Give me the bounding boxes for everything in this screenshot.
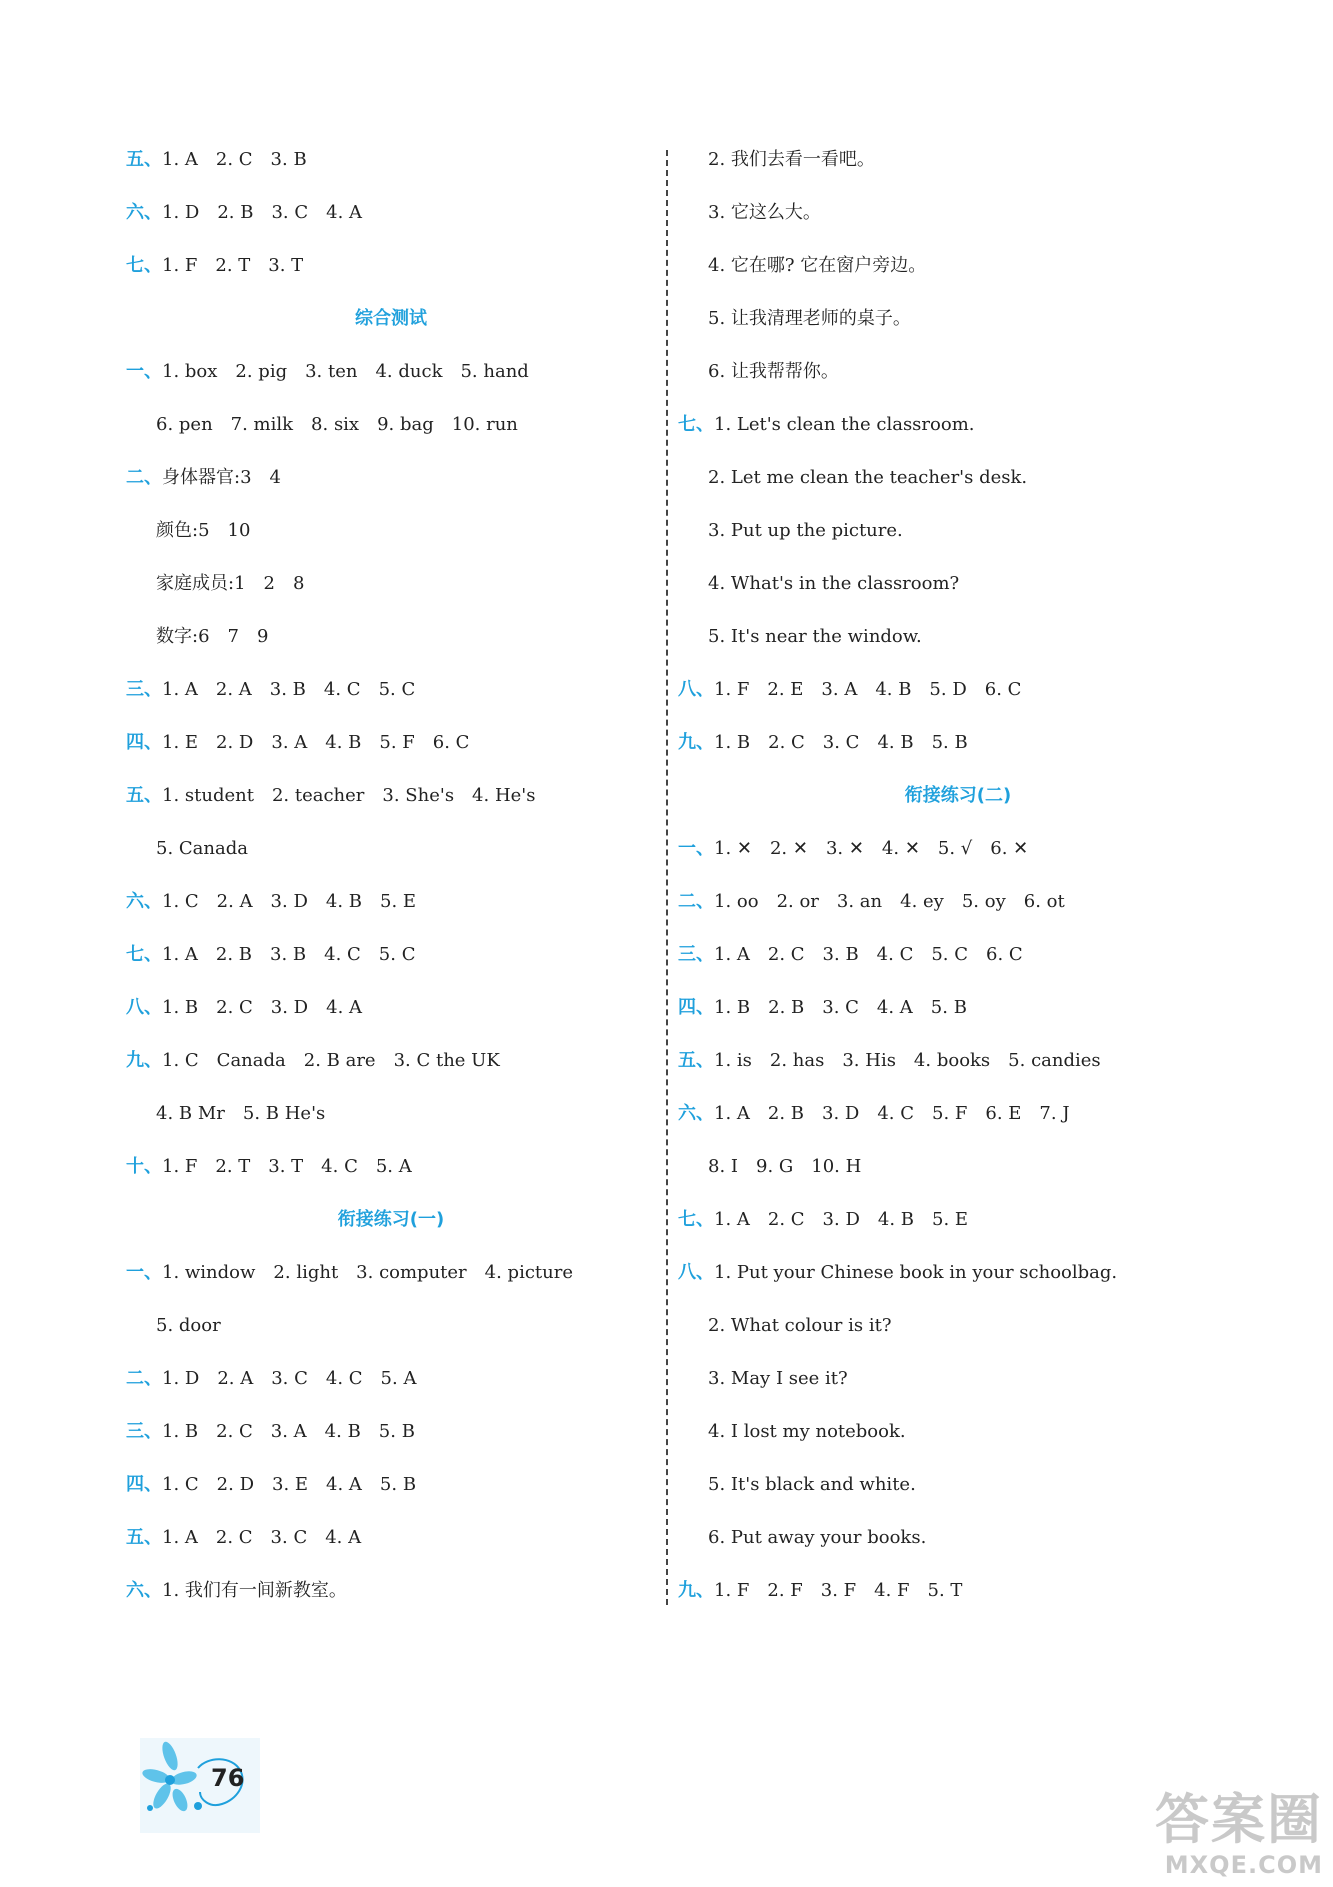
answer-line	[678, 1465, 1238, 1518]
answer-line	[126, 1147, 656, 1200]
answer-line	[126, 882, 656, 935]
question-number: 十、	[126, 1156, 162, 1177]
question-number: 九、	[126, 1050, 162, 1071]
answer-text: 1. A 2. C 3. B	[162, 149, 307, 170]
answer-text: 1. window 2. light 3. computer 4. picture	[162, 1262, 574, 1283]
question-number: 八、	[678, 679, 714, 700]
answer-line	[678, 352, 1238, 405]
question-number: 五、	[126, 785, 162, 806]
answer-text: 家庭成员:1 2 8	[156, 573, 305, 594]
column-divider	[666, 150, 668, 1605]
answer-text: 身体器官:3 4	[162, 467, 281, 488]
answer-line	[678, 1518, 1238, 1571]
question-number: 一、	[678, 838, 714, 859]
answer-text: 5. Canada	[156, 838, 248, 859]
answer-text: 1. C 2. A 3. D 4. B 5. E	[162, 891, 417, 912]
answer-line	[678, 723, 1238, 776]
answer-line	[678, 829, 1238, 882]
question-number: 一、	[126, 361, 162, 382]
answer-line	[678, 617, 1238, 670]
question-number: 一、	[126, 1262, 162, 1283]
section-heading: 衔接练习(一)	[337, 1209, 445, 1230]
answer-line	[126, 193, 656, 246]
answer-text: 5. door	[156, 1315, 221, 1336]
watermark-url: MXQE.COM	[1164, 1851, 1323, 1879]
answer-text: 1. A 2. B 3. D 4. C 5. F 6. E 7. J	[714, 1103, 1070, 1124]
answer-text: 3. Put up the picture.	[708, 520, 903, 541]
left-column	[126, 140, 656, 1624]
answer-line	[126, 564, 656, 617]
answer-text: 1. F 2. F 3. F 4. F 5. T	[714, 1580, 963, 1601]
right-column	[678, 140, 1238, 1624]
answer-text: 6. pen 7. milk 8. six 9. bag 10. run	[156, 414, 518, 435]
answer-line	[678, 193, 1238, 246]
question-number: 七、	[126, 255, 162, 276]
question-number: 五、	[678, 1050, 714, 1071]
answer-line	[126, 1306, 656, 1359]
answer-line	[678, 1571, 1238, 1624]
answer-line	[678, 670, 1238, 723]
answer-text: 6. Put away your books.	[708, 1527, 927, 1548]
answer-text: 数字:6 7 9	[156, 626, 269, 647]
answer-text: 1. C Canada 2. B are 3. C the UK	[162, 1050, 500, 1071]
answer-text: 1. D 2. A 3. C 4. C 5. A	[162, 1368, 417, 1389]
question-number: 二、	[126, 1368, 162, 1389]
answer-line	[126, 988, 656, 1041]
question-number: 七、	[678, 1209, 714, 1230]
answer-line	[126, 140, 656, 193]
answer-text: 1. ✕ 2. ✕ 3. ✕ 4. ✕ 5. √ 6. ✕	[714, 838, 1029, 859]
answer-line	[678, 1094, 1238, 1147]
answer-line	[126, 670, 656, 723]
question-number: 四、	[126, 732, 162, 753]
answer-line	[678, 140, 1238, 193]
answer-line	[126, 1094, 656, 1147]
answer-line	[126, 1571, 656, 1624]
answer-text: 5. It's black and white.	[708, 1474, 916, 1495]
answer-line	[678, 935, 1238, 988]
answer-text: 1. A 2. C 3. C 4. A	[162, 1527, 362, 1548]
question-number: 三、	[126, 679, 162, 700]
answer-text: 3. 它这么大。	[708, 202, 821, 223]
section-heading: 综合测试	[355, 308, 427, 329]
question-number: 二、	[678, 891, 714, 912]
answer-line	[126, 246, 656, 299]
page-number: 76	[211, 1764, 245, 1792]
answer-text: 1. oo 2. or 3. an 4. ey 5. oy 6. ot	[714, 891, 1065, 912]
answer-text: 1. A 2. B 3. B 4. C 5. C	[162, 944, 416, 965]
answer-line	[126, 458, 656, 511]
answer-text: 1. B 2. C 3. D 4. A	[162, 997, 363, 1018]
section-heading: 衔接练习(二)	[904, 785, 1012, 806]
answer-text: 6. 让我帮帮你。	[708, 361, 839, 382]
answer-line	[126, 405, 656, 458]
question-number: 八、	[126, 997, 162, 1018]
answer-line	[678, 299, 1238, 352]
answer-line	[126, 617, 656, 670]
answer-text: 1. F 2. T 3. T 4. C 5. A	[162, 1156, 412, 1177]
answer-line	[678, 511, 1238, 564]
answer-text: 1. B 2. C 3. C 4. B 5. B	[714, 732, 968, 753]
answer-text: 4. 它在哪? 它在窗户旁边。	[708, 255, 927, 276]
watermark-logo-text: 答案圈	[1155, 1788, 1323, 1851]
answer-text: 5. It's near the window.	[708, 626, 922, 647]
answer-text: 2. What colour is it?	[708, 1315, 892, 1336]
answer-line	[678, 1253, 1238, 1306]
answer-text: 1. A 2. A 3. B 4. C 5. C	[162, 679, 416, 700]
answer-line	[126, 1359, 656, 1412]
answer-text: 1. box 2. pig 3. ten 4. duck 5. hand	[162, 361, 529, 382]
answer-text: 1. B 2. C 3. A 4. B 5. B	[162, 1421, 415, 1442]
question-number: 六、	[126, 891, 162, 912]
answer-text: 4. What's in the classroom?	[708, 573, 960, 594]
question-number: 八、	[678, 1262, 714, 1283]
answer-line	[678, 1359, 1238, 1412]
answer-text: 1. E 2. D 3. A 4. B 5. F 6. C	[162, 732, 470, 753]
answer-text: 1. A 2. C 3. B 4. C 5. C 6. C	[714, 944, 1023, 965]
answer-line	[126, 511, 656, 564]
answer-line	[678, 1041, 1238, 1094]
answer-line	[126, 1465, 656, 1518]
answer-line	[678, 882, 1238, 935]
answer-text: 颜色:5 10	[156, 520, 251, 541]
answer-text: 4. I lost my notebook.	[708, 1421, 906, 1442]
answer-text: 1. A 2. C 3. D 4. B 5. E	[714, 1209, 969, 1230]
answer-text: 1. B 2. B 3. C 4. A 5. B	[714, 997, 967, 1018]
answer-line	[126, 1041, 656, 1094]
answer-line	[678, 405, 1238, 458]
answer-text: 2. 我们去看一看吧。	[708, 149, 875, 170]
answer-text: 1. C 2. D 3. E 4. A 5. B	[162, 1474, 417, 1495]
answer-line	[126, 776, 656, 829]
answer-line	[126, 1412, 656, 1465]
answer-text: 3. May I see it?	[708, 1368, 848, 1389]
answer-text: 1. F 2. T 3. T	[162, 255, 304, 276]
question-number: 二、	[126, 467, 162, 488]
answer-line	[126, 1518, 656, 1571]
answer-line	[126, 352, 656, 405]
answer-text: 1. 我们有一间新教室。	[162, 1580, 347, 1601]
answer-line	[126, 723, 656, 776]
answer-line	[678, 1147, 1238, 1200]
answer-line	[678, 1306, 1238, 1359]
question-number: 九、	[678, 732, 714, 753]
answer-text: 5. 让我清理老师的桌子。	[708, 308, 911, 329]
answer-line	[126, 935, 656, 988]
answer-text: 1. Let's clean the classroom.	[714, 414, 975, 435]
answer-text: 1. is 2. has 3. His 4. books 5. candies	[714, 1050, 1101, 1071]
answer-line	[678, 458, 1238, 511]
question-number: 七、	[126, 944, 162, 965]
question-number: 五、	[126, 149, 162, 170]
question-number: 四、	[126, 1474, 162, 1495]
answer-line	[126, 1253, 656, 1306]
answer-line	[678, 1412, 1238, 1465]
answer-line	[678, 564, 1238, 617]
answer-line	[678, 988, 1238, 1041]
question-number: 三、	[126, 1421, 162, 1442]
answer-text: 1. Put your Chinese book in your schoolbag.	[714, 1262, 1118, 1283]
question-number: 六、	[126, 202, 162, 223]
answer-text: 4. B Mr 5. B He's	[156, 1103, 326, 1124]
question-number: 四、	[678, 997, 714, 1018]
answer-text: 2. Let me clean the teacher's desk.	[708, 467, 1028, 488]
answer-text: 8. I 9. G 10. H	[708, 1156, 862, 1177]
answer-text: 1. D 2. B 3. C 4. A	[162, 202, 363, 223]
question-number: 三、	[678, 944, 714, 965]
answer-line	[126, 829, 656, 882]
question-number: 九、	[678, 1580, 714, 1601]
answer-line	[678, 246, 1238, 299]
answer-line	[678, 1200, 1238, 1253]
site-watermark	[1093, 1788, 1323, 1883]
question-number: 六、	[126, 1580, 162, 1601]
question-number: 七、	[678, 414, 714, 435]
question-number: 六、	[678, 1103, 714, 1124]
question-number: 五、	[126, 1527, 162, 1548]
answer-text: 1. F 2. E 3. A 4. B 5. D 6. C	[714, 679, 1022, 700]
answer-text: 1. student 2. teacher 3. She's 4. He's	[162, 785, 536, 806]
